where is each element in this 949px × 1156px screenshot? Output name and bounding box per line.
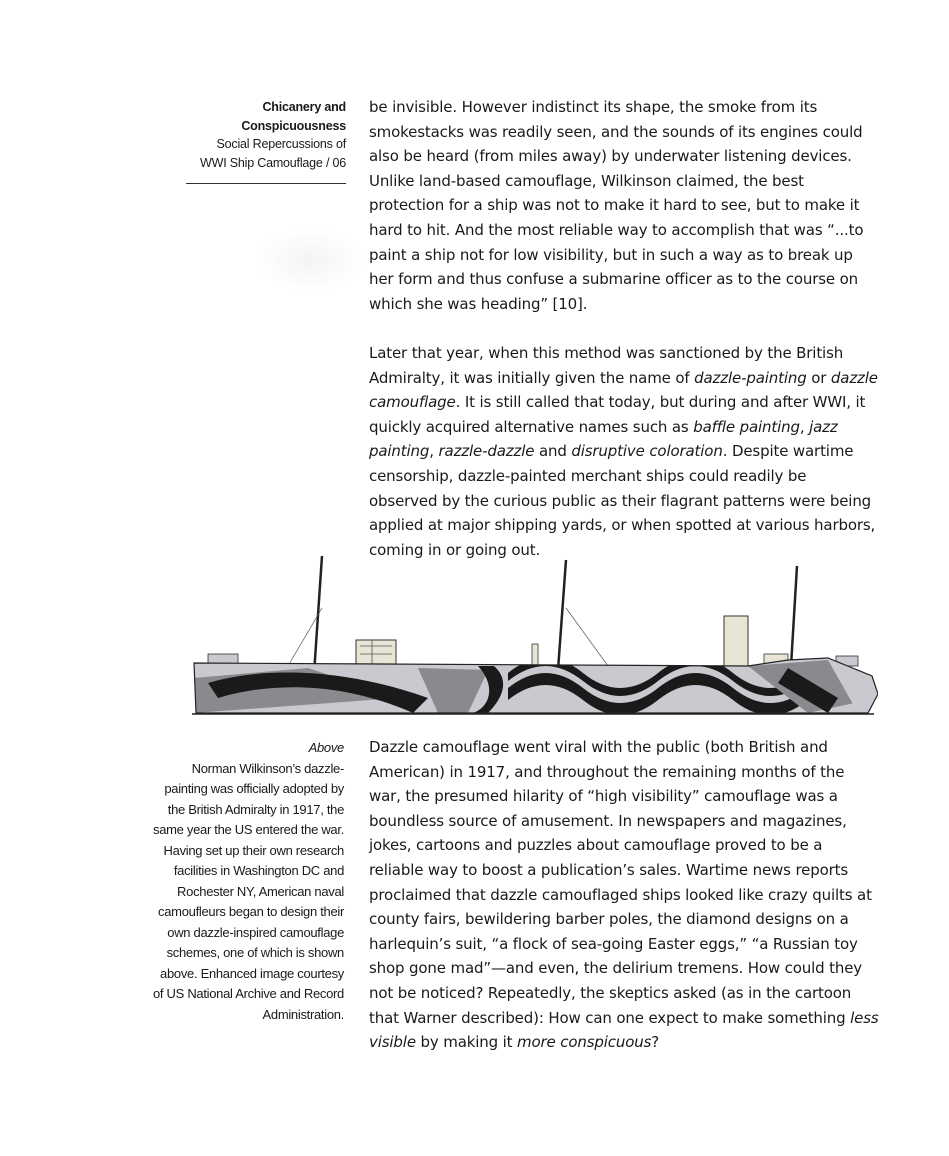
italic-term: more conspicuous xyxy=(517,1033,652,1052)
italic-term: razzle-dazzle xyxy=(438,442,535,461)
text-run: , xyxy=(799,417,810,436)
italic-term: dazzle-painting xyxy=(694,368,807,387)
paragraph-text xyxy=(369,341,879,562)
chapter-subtitle-line-2: WWI Ship Camouflage / 06 xyxy=(200,155,346,170)
text-run: . Despite wartime censorship, dazzle-painted merchant ships could readily be observed by the curious public as their flagrant patterns were being applied at major shipping yards, or when spotted at various harbors, coming in or going out. xyxy=(369,442,876,559)
faint-watermark-smudge xyxy=(255,228,365,292)
text-run: Dazzle camouflage went viral with the public (both British and American) in 1917, and throughout the remaining months of the war, the presumed hilarity of “high visibility” camouflage was a boundless source of amusement. In newspapers and magazines, jokes, cartoons and puzzles about camouflage proved to be a reliable way to boost a publication’s sales. Wartime news reports proclaimed that dazzle camouflaged ships looked like crazy quilts at county fairs, bewildering barber poles, the diamond designs on a harlequin’s suit, “a flock of sea-going Easter eggs,” “a Russian toy shop gone mad”—and even, the delirium tremens. How could they not be noticed? Repeatedly, the skeptics asked (as in the cartoon that Warner described): How can one expect to make something xyxy=(369,738,872,1027)
text-run: Later that year, when this method was sanctioned by the British Admiralty, it was initially given the name of xyxy=(369,344,844,387)
italic-term: dazzle camouflage xyxy=(369,368,878,412)
chapter-title-line-2: Conspicuousness xyxy=(241,118,346,133)
text-run: ? xyxy=(651,1033,660,1052)
body-paragraph-1 xyxy=(369,95,879,316)
caption-label: Above xyxy=(308,740,344,755)
header-rule xyxy=(186,183,346,184)
paragraph-text xyxy=(369,735,879,1055)
body-paragraph-2 xyxy=(369,341,879,562)
dazzle-camouflaged-ship-illustration xyxy=(188,548,878,720)
text-run: by making it xyxy=(415,1033,518,1052)
italic-term: less visible xyxy=(369,1008,879,1052)
running-header xyxy=(186,98,346,172)
text-run: or xyxy=(806,368,831,387)
caption-text: Norman Wilkinson’s dazzle-painting was officially adopted by the British Admiralty in 1917, the same year the US entered the war. Having set up their own research facilities in Washington DC and Rochester NY, American naval camoufleurs began to design their own dazzle-inspired camouflage schemes, one of which is shown above. Enhanced image courtesy of US National Archive and Record Administration. xyxy=(153,760,344,1022)
main-mast xyxy=(558,560,566,670)
chapter-title-line-1: Chicanery and xyxy=(262,100,346,114)
body-paragraph-3 xyxy=(369,735,879,1055)
text-run: . It is still called that today, but during and after WWI, it quickly acquired alternative names such as xyxy=(369,393,866,436)
paragraph-text: be invisible. However indistinct its shape, the smoke from its smokestacks was readily seen, and the sounds of its engines could also be heard (from miles away) by underwater listening devices. Unlike land-based camouflage, Wilkinson claimed, the best protection for a ship was not to make it hard to see, but to make it hard to hit. And the most reliable way to accomplish that was “...to paint a ship not for low visibility, but in such a way as to break up her form and thus confuse a submarine officer as to the course on which she was heading” [10]. xyxy=(369,98,864,313)
text-run: and xyxy=(534,442,572,461)
aft-mast xyxy=(791,566,797,666)
text-run: , xyxy=(429,442,439,461)
italic-term: baffle painting xyxy=(693,417,800,436)
smokestack xyxy=(724,616,748,666)
italic-term: disruptive coloration xyxy=(571,442,723,461)
italic-term: jazz painting xyxy=(369,417,838,461)
figure-caption xyxy=(150,738,344,1025)
chapter-subtitle-line-1: Social Repercussions of xyxy=(216,137,346,151)
